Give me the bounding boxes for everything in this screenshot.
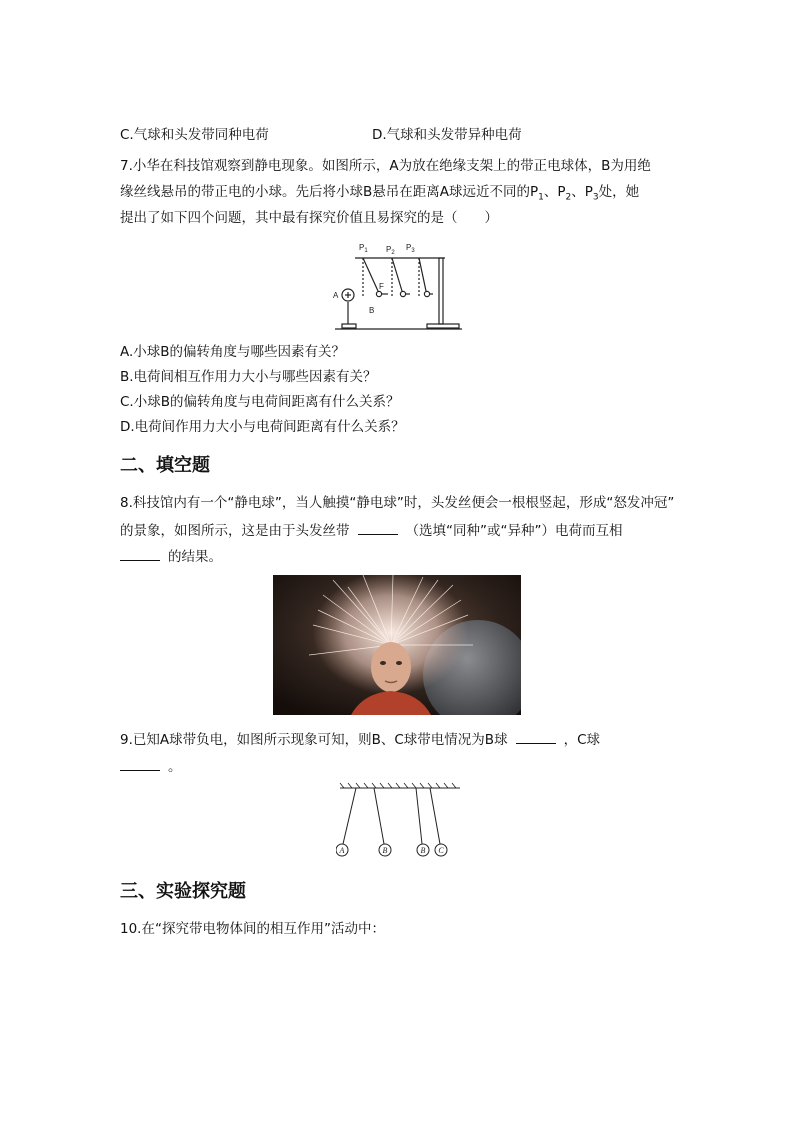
q7-fig-label-p1: $P_1$ [359,243,368,254]
q7-fig-label-b: B [369,306,375,315]
q8-line3: 的结果。 [120,546,222,566]
q8-line1: 8.科技馆内有一个“静电球”，当人触摸“静电球”时，头发丝便会一根根竖起，形成“怒发冲冠” [120,495,675,511]
q7-option-d: D.电荷间作用力大小与电荷间距离有什么关系？ [120,419,405,435]
q9-blank-c[interactable] [120,756,160,771]
q8-line2: 的景象，如图所示，这是由于头发丝带 （选填“同种”或“异种”）电荷而互相 [120,520,622,540]
q6-option-d: D.气球和头发带异种电荷 [372,127,522,143]
section3-title: 三、实验探究题 [120,881,246,902]
q9-ball-b2: B [420,846,426,855]
q9-line1: 9.已知A球带负电，如图所示现象可知，则B、C球带电情况为B球 ，C球 [120,729,600,749]
q7-option-c: C.小球B的偏转角度与电荷间距离有什么关系？ [120,394,400,410]
q9-balls-figure [336,782,464,862]
q7-line2: 缘丝线悬吊的带正电的小球。先后将小球B悬吊在距离A球远近不同的$P_1$、$P_2$、$P_3$处，她 [120,184,640,203]
q7-option-a: A.小球B的偏转角度与哪些因素有关？ [120,344,346,360]
q7-fig-label-p2: $P_2$ [386,245,395,256]
q7-fig-label-p3: $P_3$ [406,243,415,254]
q7-option-b: B.电荷间相互作用力大小与哪些因素有关？ [120,369,377,385]
q7-fig-label-a: A [333,291,339,300]
section2-title: 二、填空题 [120,455,210,476]
q7-line1: 7.小华在科技馆观察到静电现象。如图所示，A为放在绝缘支架上的带正电球体，B为用绝 [120,158,651,174]
q8-blank-1[interactable] [358,520,398,535]
q7-fig-label-f: F [379,282,384,291]
q9-ball-b1: B [382,846,388,855]
q8-blank-2[interactable] [120,546,160,561]
q9-ball-a: A [339,846,345,855]
q6-option-c: C.气球和头发带同种电荷 [120,127,269,143]
static-hair-photo [273,575,521,715]
q9-blank-b[interactable] [516,729,556,744]
q9-ball-c: C [438,846,444,855]
q7-coulomb-figure [330,240,465,335]
q10-line1: 10.在“探究带电物体间的相互作用”活动中： [120,921,385,937]
q9-line2: 。 [120,756,182,776]
q7-line3: 提出了如下四个问题，其中最有探究价值且易探究的是（ ） [120,210,498,226]
